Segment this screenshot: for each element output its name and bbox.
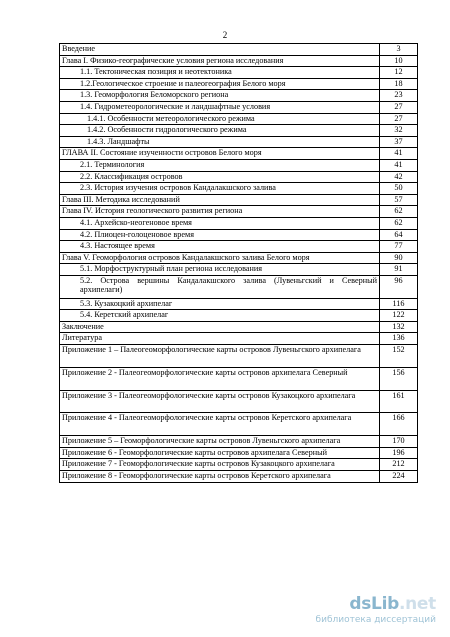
toc-entry-page: 37	[380, 136, 418, 148]
toc-row	[60, 159, 418, 171]
toc-row	[60, 44, 418, 56]
toc-entry-page: 32	[380, 125, 418, 137]
toc-entry-title: 2.3. История изучения островов Кандалакшского залива	[60, 183, 380, 195]
toc-entry-page: 57	[380, 194, 418, 206]
toc-row	[60, 148, 418, 160]
toc-row	[60, 90, 418, 102]
watermark-logo	[316, 594, 436, 614]
toc-entry-page: 18	[380, 78, 418, 90]
toc-entry-page: 224	[380, 471, 418, 483]
toc-entry-page: 10	[380, 55, 418, 67]
toc-entry-title: Заключение	[60, 321, 380, 333]
toc-entry-page: 166	[380, 413, 418, 436]
toc-row	[60, 264, 418, 276]
toc-row	[60, 345, 418, 368]
toc-row	[60, 367, 418, 390]
toc-row	[60, 194, 418, 206]
toc-entry-title: Глава I. Физико-географические условия региона исследования	[60, 55, 380, 67]
toc-row	[60, 125, 418, 137]
toc-entry-page: 3	[380, 44, 418, 56]
toc-entry-title: 5.1. Морфоструктурный план региона исследования	[60, 264, 380, 276]
toc-row	[60, 217, 418, 229]
toc-entry-page: 132	[380, 321, 418, 333]
toc-entry-title: Приложение 3 - Палеогеоморфологические карты островов Кузакоцкого архипелага	[60, 390, 380, 413]
toc-entry-page: 212	[380, 459, 418, 471]
toc-row	[60, 78, 418, 90]
toc-entry-page: 152	[380, 345, 418, 368]
toc-entry-title: 1.4.1. Особенности метеорологического режима	[60, 113, 380, 125]
toc-row	[60, 229, 418, 241]
toc-row	[60, 241, 418, 253]
toc-row	[60, 171, 418, 183]
watermark-logo-tld: .net	[398, 594, 436, 614]
toc-row	[60, 275, 418, 298]
toc-row	[60, 471, 418, 483]
toc-row	[60, 55, 418, 67]
toc-entry-title: Приложение 4 - Палеогеоморфологические карты островов Керетского архипелага	[60, 413, 380, 436]
toc-entry-title: ГЛАВА II. Состояние изученности островов Белого моря	[60, 148, 380, 160]
toc-entry-title: 5.2. Острова вершины Кандалакшского залива (Лувеньгский и Северный архипелаги)	[60, 275, 380, 298]
toc-entry-page: 161	[380, 390, 418, 413]
toc-entry-title: 1.4.3. Ландшафты	[60, 136, 380, 148]
toc-row	[60, 206, 418, 218]
toc-entry-page: 96	[380, 275, 418, 298]
toc-entry-page: 50	[380, 183, 418, 195]
toc-entry-title: 1.4. Гидрометеорологические и ландшафтные условия	[60, 101, 380, 113]
toc-entry-page: 41	[380, 159, 418, 171]
toc-entry-page: 122	[380, 310, 418, 322]
toc-row	[60, 321, 418, 333]
toc-entry-title: 4.1. Архейско-неогеновое время	[60, 217, 380, 229]
table-of-contents	[59, 43, 418, 483]
toc-entry-title: Глава IV. История геологического развития региона	[60, 206, 380, 218]
watermark-subtitle: библиотека диссертаций	[315, 615, 436, 625]
toc-row	[60, 183, 418, 195]
toc-entry-title: 5.3. Кузакоцкий архипелаг	[60, 298, 380, 310]
toc-entry-title: Литература	[60, 333, 380, 345]
toc-row	[60, 459, 418, 471]
toc-row	[60, 447, 418, 459]
toc-entry-page: 196	[380, 447, 418, 459]
toc-row	[60, 101, 418, 113]
toc-entry-page: 90	[380, 252, 418, 264]
toc-entry-title: 5.4. Керетский архипелаг	[60, 310, 380, 322]
toc-row	[60, 413, 418, 436]
toc-entry-title: 1.4.2. Особенности гидрологического режима	[60, 125, 380, 137]
toc-entry-title: Приложение 5 – Геоморфологические карты островов Лувеньгского архипелага	[60, 436, 380, 448]
toc-row	[60, 252, 418, 264]
toc-entry-page: 156	[380, 367, 418, 390]
page-number: 2	[222, 30, 228, 40]
toc-row	[60, 67, 418, 79]
toc-entry-page: 170	[380, 436, 418, 448]
watermark	[316, 594, 436, 625]
toc-entry-title: Глава V. Геоморфология островов Кандалакшского залива Белого моря	[60, 252, 380, 264]
toc-entry-title: 2.2. Классификация островов	[60, 171, 380, 183]
toc-row	[60, 298, 418, 310]
toc-entry-page: 116	[380, 298, 418, 310]
toc-entry-title: 4.3. Настоящее время	[60, 241, 380, 253]
toc-entry-page: 42	[380, 171, 418, 183]
toc-entry-page: 12	[380, 67, 418, 79]
toc-entry-title: Глава III. Методика исследований	[60, 194, 380, 206]
toc-entry-page: 27	[380, 113, 418, 125]
toc-entry-page: 41	[380, 148, 418, 160]
toc-row	[60, 136, 418, 148]
toc-row	[60, 333, 418, 345]
toc-entry-title: Приложение 2 - Палеогеоморфологические карты островов архипелага Северный	[60, 367, 380, 390]
toc-row	[60, 390, 418, 413]
toc-entry-page: 77	[380, 241, 418, 253]
toc-entry-title: 1.3. Геоморфология Беломорского региона	[60, 90, 380, 102]
toc-entry-title: 2.1. Терминология	[60, 159, 380, 171]
toc-row	[60, 113, 418, 125]
toc-entry-page: 91	[380, 264, 418, 276]
toc-entry-page: 23	[380, 90, 418, 102]
toc-entry-title: Приложение 8 - Геоморфологические карты островов Керетского архипелага	[60, 471, 380, 483]
toc-row	[60, 436, 418, 448]
toc-entry-title: 4.2. Плиоцен-голоценовое время	[60, 229, 380, 241]
toc-entry-title: Введение	[60, 44, 380, 56]
toc-entry-title: Приложение 7 - Геоморфологические карты островов Кузакоцкого архипелага	[60, 459, 380, 471]
watermark-logo-main: dsLib	[349, 594, 399, 614]
toc-entry-page: 27	[380, 101, 418, 113]
toc-row	[60, 310, 418, 322]
toc-entry-page: 62	[380, 217, 418, 229]
toc-entry-title: Приложение 6 - Геоморфологические карты островов архипелага Северный	[60, 447, 380, 459]
toc-entry-page: 64	[380, 229, 418, 241]
toc-entry-page: 136	[380, 333, 418, 345]
toc-entry-title: 1.1. Тектоническая позиция и неотектоника	[60, 67, 380, 79]
toc-entry-page: 62	[380, 206, 418, 218]
toc-entry-title: Приложение 1 – Палеогеоморфологические карты островов Лувеньгского архипелага	[60, 345, 380, 368]
toc-entry-title: 1.2.Геологическое строение и палеогеография Белого моря	[60, 78, 380, 90]
